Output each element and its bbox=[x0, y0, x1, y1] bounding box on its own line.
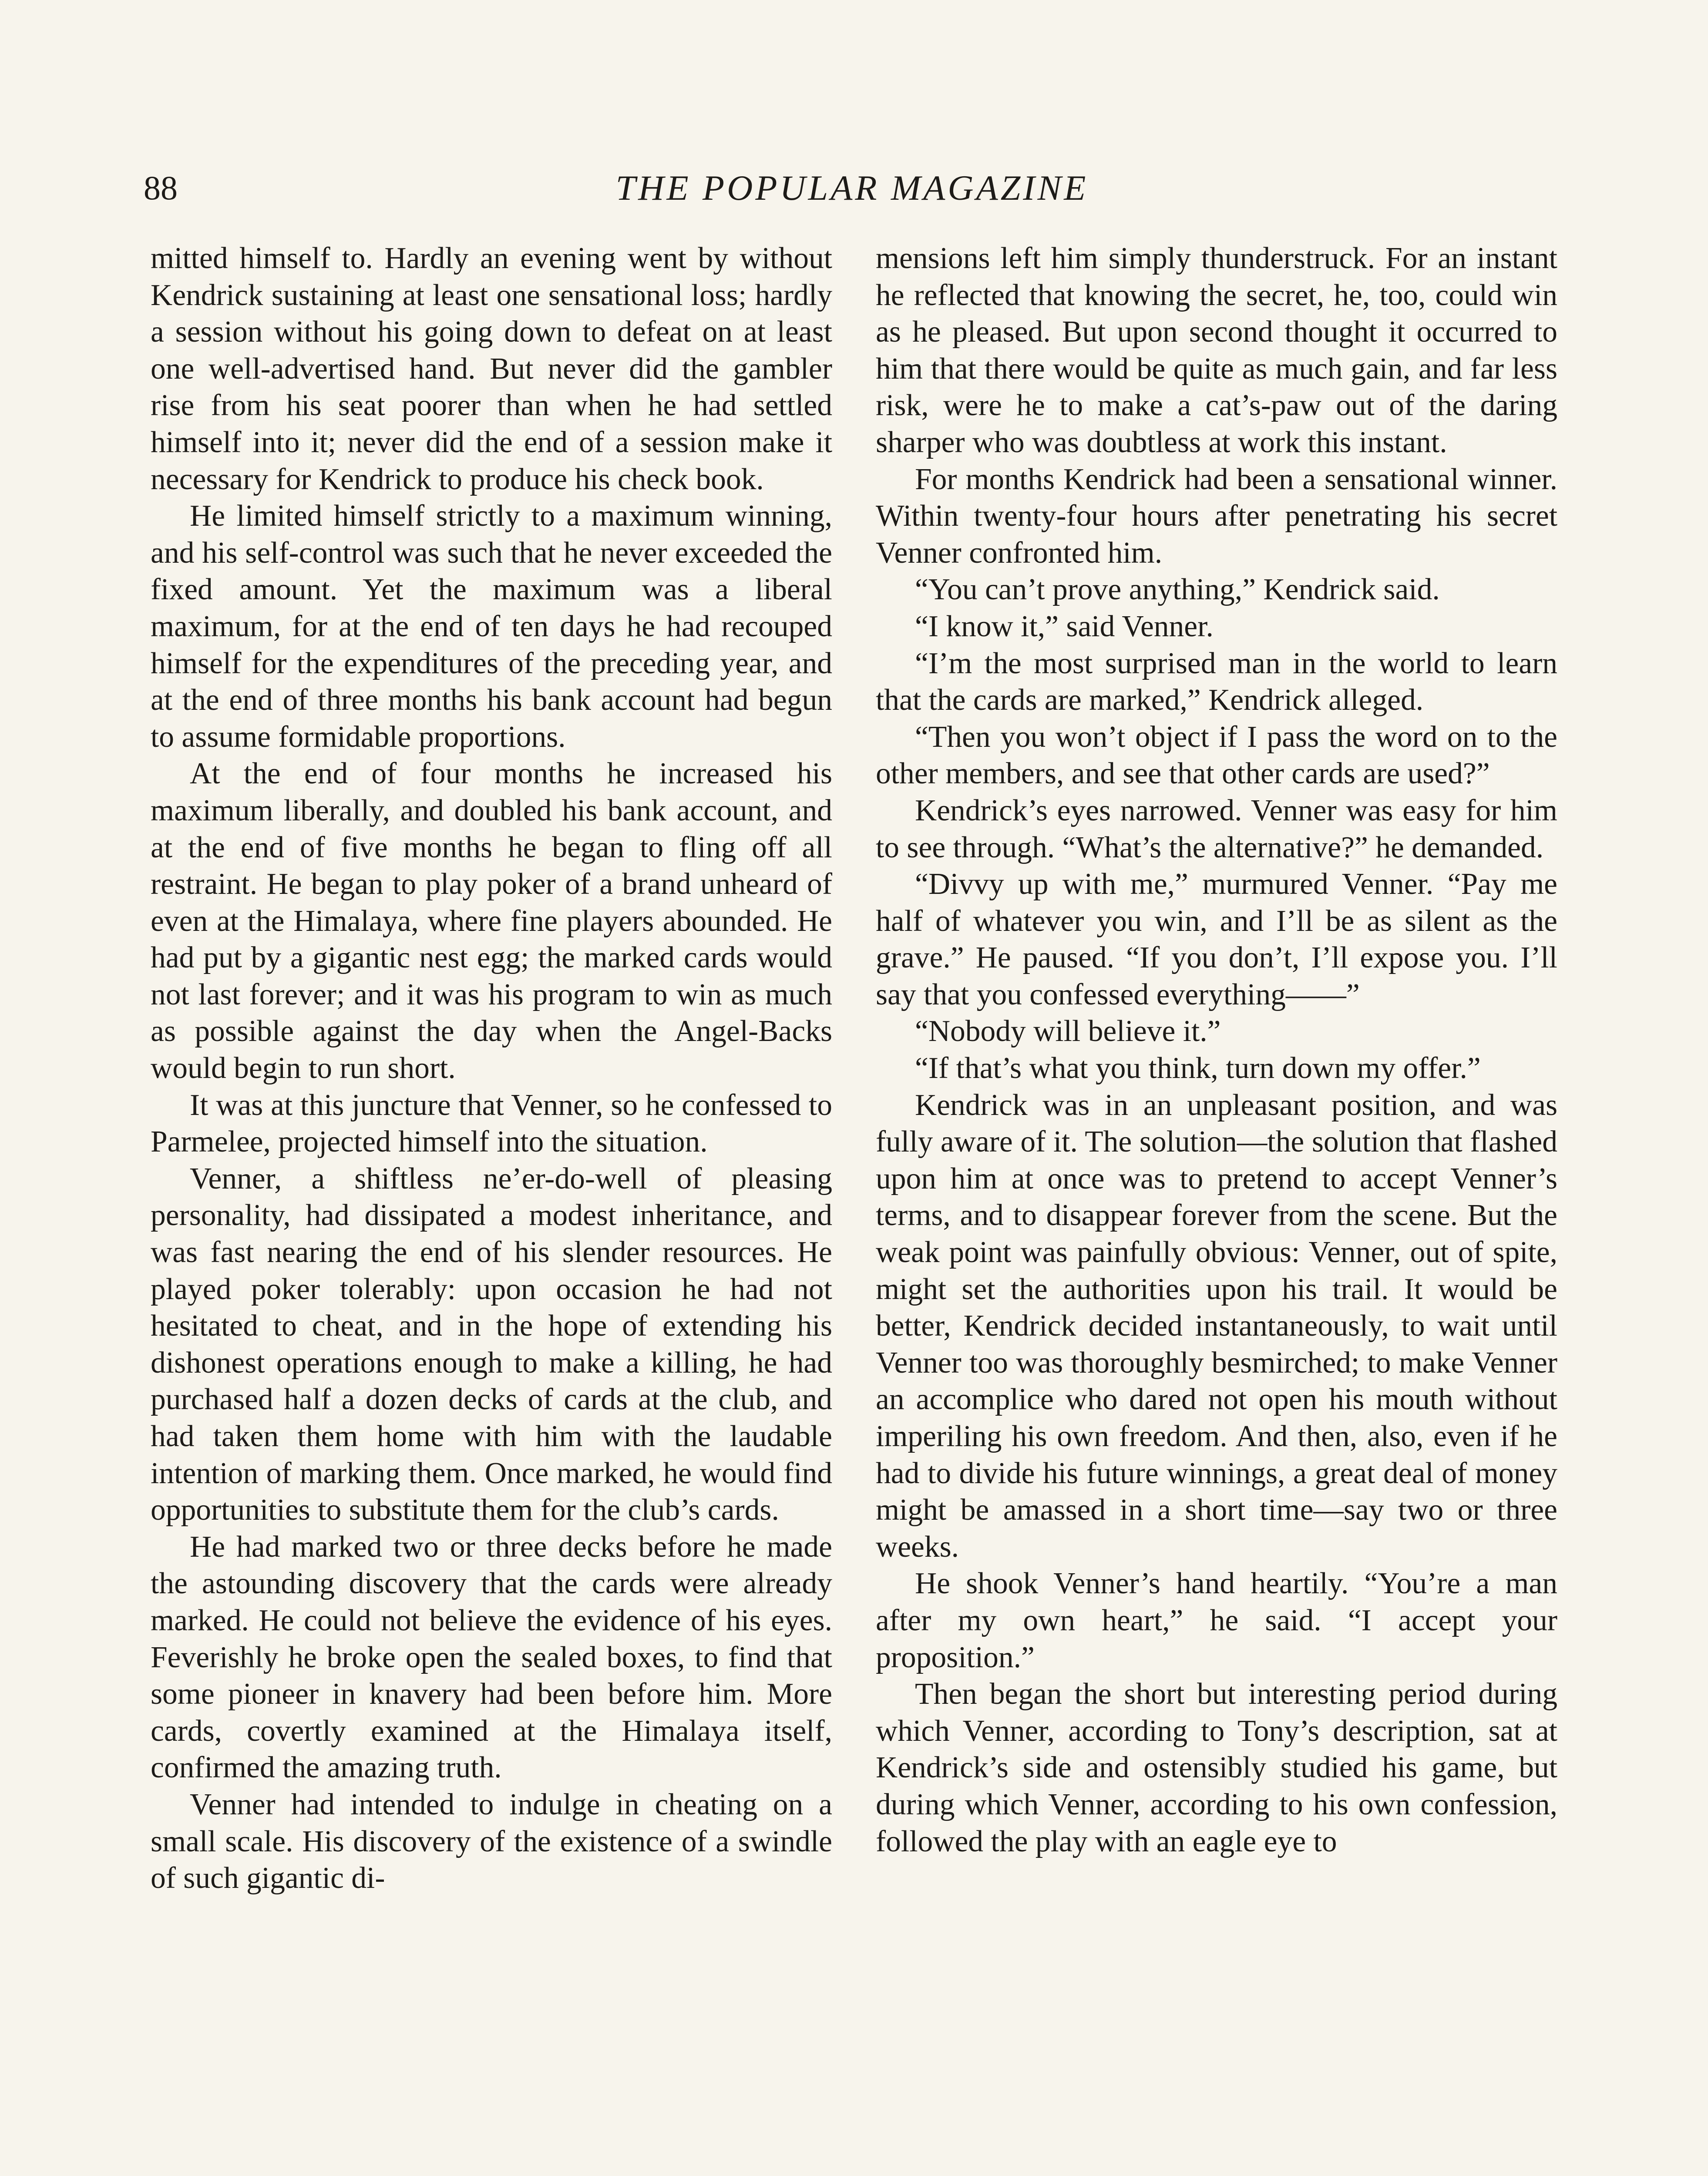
paragraph: “I know it,” said Venner. bbox=[915, 609, 1214, 643]
paragraph: “I’m the most surprised man in the world to learn that the cards are marked,” Kendrick alleged. bbox=[876, 646, 1557, 717]
paragraph: mitted himself to. Hardly an evening went by without Kendrick sustaining at least one sensational loss; hardly a session without his going down to defeat on at least one well-advertised hand. But never did the gambler rise from his seat poorer than when he had settled himself into it; never did the end of a session make it necessary for Kendrick to produce his check book. bbox=[151, 242, 832, 496]
paragraph: “If that’s what you think, turn down my offer.” bbox=[915, 1051, 1481, 1085]
right-column bbox=[876, 240, 1557, 2176]
paragraph: He limited himself strictly to a maximum winning, and his self-control was such that he never exceeded the fixed amount. Yet the maximum was a liberal maximum, for at the end of ten days he had recouped himself for the expenditures of the preceding year, and at the end of three months his bank account had begun to assume formidable proportions. bbox=[151, 499, 832, 754]
paragraph: At the end of four months he increased his maximum liberally, and doubled his bank account, and at the end of five months he began to fling off all restraint. He began to play poker of a brand unheard of even at the Himalaya, where fine players abounded. He had put by a gigantic nest egg; the marked cards would not last forever; and it was his program to win as much as possible against the day when the Angel-Backs would begin to run short. bbox=[151, 757, 832, 1085]
paragraph: He shook Venner’s hand heartily. “You’re a man after my own heart,” he said. “I accept your proposition.” bbox=[876, 1567, 1557, 1674]
page-number: 88 bbox=[144, 169, 178, 207]
left-column bbox=[151, 240, 832, 2176]
paragraph: For months Kendrick had been a sensational winner. Within twenty-four hours after penetrating his secret Venner confronted him. bbox=[876, 462, 1557, 570]
paragraph: Kendrick’s eyes narrowed. Venner was easy for him to see through. “What’s the alternative?” he demanded. bbox=[876, 793, 1557, 864]
paragraph: “You can’t prove anything,” Kendrick said. bbox=[915, 573, 1440, 607]
paragraph: “Divvy up with me,” murmured Venner. “Pay me half of whatever you win, and I’ll be as silent as the grave.” He paused. “If you don’t, I’ll expose you. I’ll say that you confessed everything——” bbox=[876, 867, 1557, 1011]
paragraph: “Then you won’t object if I pass the word on to the other members, and see that other cards are used?” bbox=[876, 720, 1557, 791]
page-header bbox=[144, 162, 1560, 214]
paragraph: mensions left him simply thunderstruck. For an instant he reflected that knowing the secret, he, too, could win as he pleased. But upon second thought it occurred to him that there would be quite as much gain, and far less risk, were he to make a cat’s-paw out of the daring sharper who was doubtless at work this instant. bbox=[876, 242, 1557, 459]
article-body bbox=[151, 240, 1557, 2176]
paragraph: “Nobody will believe it.” bbox=[915, 1014, 1221, 1048]
running-title: THE POPULAR MAGAZINE bbox=[615, 168, 1089, 208]
paragraph: Kendrick was in an unpleasant position, and was fully aware of it. The solution—the solution that flashed upon him at once was to pretend to accept Venner’s terms, and to disappear forever from the scene. But the weak point was painfully obvious: Venner, out of spite, might set the authorities upon his trail. It would be better, Kendrick decided instantaneously, to wait until Venner too was thoroughly besmirched; to make Venner an accomplice who dared not open his mouth without imperiling his own freedom. And then, also, even if he had to divide his future winnings, a great deal of money might be amassed in a short time—say two or three weeks. bbox=[876, 1088, 1557, 1564]
paragraph: Venner, a shiftless ne’er-do-well of pleasing personality, had dissipated a modest inheritance, and was fast nearing the end of his slender resources. He played poker tolerably: upon occasion he had not hesitated to cheat, and in the hope of extending his dishonest operations enough to make a killing, he had purchased half a dozen decks of cards at the club, and had taken them home with him with the laudable intention of marking them. Once marked, he would find opportunities to substitute them for the club’s cards. bbox=[151, 1162, 832, 1527]
paragraph: He had marked two or three decks before he made the astounding discovery that the cards were already marked. He could not believe the evidence of his eyes. Feverishly he broke open the sealed boxes, to find that some pioneer in knavery had been before him. More cards, covertly examined at the Himalaya itself, confirmed the amazing truth. bbox=[151, 1530, 832, 1785]
paragraph: It was at this juncture that Venner, so he confessed to Parmelee, projected himself into the situation. bbox=[151, 1088, 832, 1159]
paragraph: Venner had intended to indulge in cheating on a small scale. His discovery of the existence of a swindle of such gigantic di- bbox=[151, 1787, 832, 1895]
paragraph: Then began the short but interesting period during which Venner, according to Tony’s description, sat at Kendrick’s side and ostensibly studied his game, but during which Venner, according to his own confession, followed the play with an eagle eye to bbox=[876, 1677, 1557, 1858]
